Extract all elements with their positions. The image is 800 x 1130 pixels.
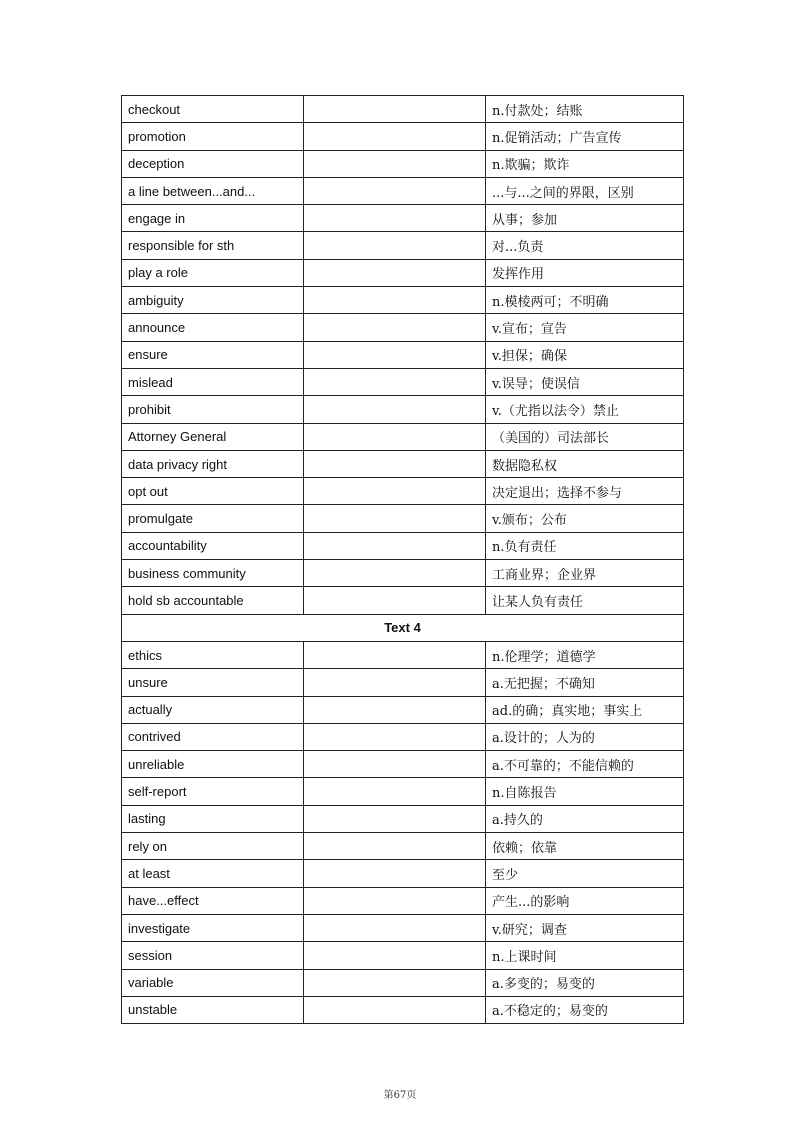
meaning-cell: n.模棱两可；不明确	[486, 287, 684, 314]
meaning-cell: v.（尤指以法令）禁止	[486, 396, 684, 423]
blank-cell	[304, 368, 486, 395]
blank-cell	[304, 778, 486, 805]
blank-cell	[304, 341, 486, 368]
meaning-cell: 工商业界；企业界	[486, 560, 684, 587]
word-cell: mislead	[122, 368, 304, 395]
blank-cell	[304, 914, 486, 941]
blank-cell	[304, 969, 486, 996]
meaning-cell: v.颁布；公布	[486, 505, 684, 532]
word-cell: ensure	[122, 341, 304, 368]
blank-cell	[304, 532, 486, 559]
table-row	[122, 96, 684, 123]
word-cell: hold sb accountable	[122, 587, 304, 614]
blank-cell	[304, 232, 486, 259]
table-row	[122, 478, 684, 505]
table-row	[122, 287, 684, 314]
meaning-cell: n.伦理学；道德学	[486, 641, 684, 668]
meaning-cell: n.欺骗；欺诈	[486, 150, 684, 177]
blank-cell	[304, 423, 486, 450]
meaning-cell: a.无把握；不确知	[486, 669, 684, 696]
table-row	[122, 259, 684, 286]
table-row	[122, 450, 684, 477]
word-cell: promotion	[122, 123, 304, 150]
blank-cell	[304, 942, 486, 969]
meaning-cell: v.宣布；宣告	[486, 314, 684, 341]
meaning-cell: 依赖；依靠	[486, 833, 684, 860]
table-row	[122, 205, 684, 232]
word-cell: contrived	[122, 723, 304, 750]
meaning-cell: n.促销活动；广告宣传	[486, 123, 684, 150]
page-number: 第67页	[383, 1090, 417, 1101]
word-cell: Attorney General	[122, 423, 304, 450]
table-row	[122, 833, 684, 860]
table-row	[122, 696, 684, 723]
word-cell: rely on	[122, 833, 304, 860]
section-header-row	[122, 614, 684, 641]
meaning-cell: ...与...之间的界限，区别	[486, 177, 684, 204]
table-row	[122, 942, 684, 969]
blank-cell	[304, 205, 486, 232]
section-title: Text 4	[122, 614, 684, 641]
table-row	[122, 368, 684, 395]
blank-cell	[304, 723, 486, 750]
word-cell: self-report	[122, 778, 304, 805]
meaning-cell: a.持久的	[486, 805, 684, 832]
meaning-cell: 决定退出；选择不参与	[486, 478, 684, 505]
word-cell: have...effect	[122, 887, 304, 914]
meaning-cell: ad.的确；真实地；事实上	[486, 696, 684, 723]
meaning-cell: v.研究；调查	[486, 914, 684, 941]
meaning-cell: 产生...的影响	[486, 887, 684, 914]
word-cell: variable	[122, 969, 304, 996]
table-row	[122, 505, 684, 532]
word-cell: lasting	[122, 805, 304, 832]
meaning-cell: （美国的）司法部长	[486, 423, 684, 450]
table-row	[122, 532, 684, 559]
word-cell: announce	[122, 314, 304, 341]
meaning-cell: 发挥作用	[486, 259, 684, 286]
word-cell: investigate	[122, 914, 304, 941]
blank-cell	[304, 287, 486, 314]
blank-cell	[304, 177, 486, 204]
meaning-cell: a.不稳定的；易变的	[486, 996, 684, 1023]
blank-cell	[304, 833, 486, 860]
table-row	[122, 423, 684, 450]
table-row	[122, 150, 684, 177]
word-cell: checkout	[122, 96, 304, 123]
blank-cell	[304, 669, 486, 696]
word-cell: deception	[122, 150, 304, 177]
table-row	[122, 669, 684, 696]
blank-cell	[304, 150, 486, 177]
word-cell: unreliable	[122, 751, 304, 778]
blank-cell	[304, 123, 486, 150]
meaning-cell: 从事；参加	[486, 205, 684, 232]
word-cell: opt out	[122, 478, 304, 505]
blank-cell	[304, 96, 486, 123]
meaning-cell: 数据隐私权	[486, 450, 684, 477]
table-row	[122, 751, 684, 778]
table-row	[122, 177, 684, 204]
blank-cell	[304, 805, 486, 832]
meaning-cell: n.负有责任	[486, 532, 684, 559]
blank-cell	[304, 314, 486, 341]
blank-cell	[304, 696, 486, 723]
word-cell: unsure	[122, 669, 304, 696]
word-cell: at least	[122, 860, 304, 887]
table-row	[122, 341, 684, 368]
blank-cell	[304, 641, 486, 668]
table-row	[122, 123, 684, 150]
word-cell: prohibit	[122, 396, 304, 423]
word-cell: accountability	[122, 532, 304, 559]
blank-cell	[304, 751, 486, 778]
blank-cell	[304, 478, 486, 505]
word-cell: ethics	[122, 641, 304, 668]
table-row	[122, 778, 684, 805]
meaning-cell: n.上课时间	[486, 942, 684, 969]
blank-cell	[304, 396, 486, 423]
table-row	[122, 641, 684, 668]
vocabulary-table-body	[122, 96, 684, 1024]
word-cell: promulgate	[122, 505, 304, 532]
word-cell: data privacy right	[122, 450, 304, 477]
word-cell: a line between...and...	[122, 177, 304, 204]
blank-cell	[304, 860, 486, 887]
meaning-cell: n.付款处；结账	[486, 96, 684, 123]
blank-cell	[304, 560, 486, 587]
table-row	[122, 914, 684, 941]
meaning-cell: n.自陈报告	[486, 778, 684, 805]
meaning-cell: v.担保；确保	[486, 341, 684, 368]
table-row	[122, 314, 684, 341]
blank-cell	[304, 450, 486, 477]
meaning-cell: a.不可靠的；不能信赖的	[486, 751, 684, 778]
word-cell: actually	[122, 696, 304, 723]
meaning-cell: a.多变的；易变的	[486, 969, 684, 996]
table-row	[122, 232, 684, 259]
table-row	[122, 860, 684, 887]
vocabulary-table	[121, 95, 684, 1024]
table-row	[122, 996, 684, 1023]
word-cell: responsible for sth	[122, 232, 304, 259]
meaning-cell: 对...负责	[486, 232, 684, 259]
table-row	[122, 887, 684, 914]
table-row	[122, 560, 684, 587]
word-cell: unstable	[122, 996, 304, 1023]
word-cell: play a role	[122, 259, 304, 286]
meaning-cell: 让某人负有责任	[486, 587, 684, 614]
blank-cell	[304, 887, 486, 914]
word-cell: session	[122, 942, 304, 969]
table-row	[122, 805, 684, 832]
table-row	[122, 969, 684, 996]
blank-cell	[304, 996, 486, 1023]
table-row	[122, 723, 684, 750]
blank-cell	[304, 505, 486, 532]
blank-cell	[304, 587, 486, 614]
blank-cell	[304, 259, 486, 286]
word-cell: ambiguity	[122, 287, 304, 314]
word-cell: business community	[122, 560, 304, 587]
meaning-cell: a.设计的；人为的	[486, 723, 684, 750]
word-cell: engage in	[122, 205, 304, 232]
table-row	[122, 396, 684, 423]
meaning-cell: v.误导；使误信	[486, 368, 684, 395]
meaning-cell: 至少	[486, 860, 684, 887]
table-row	[122, 587, 684, 614]
